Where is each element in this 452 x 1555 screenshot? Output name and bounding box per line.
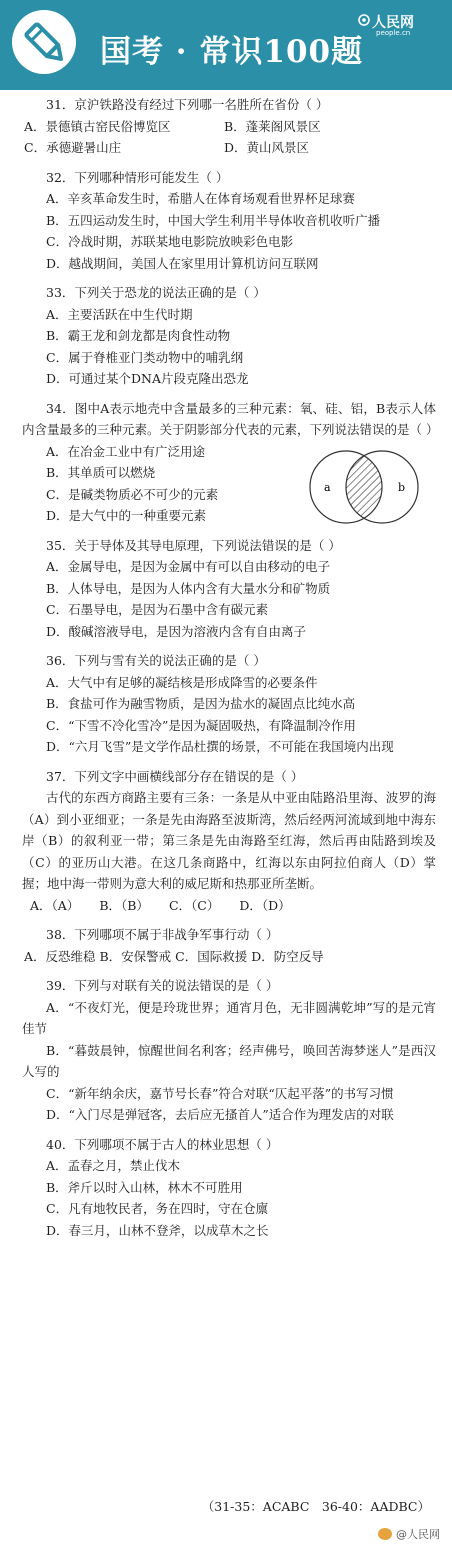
weibo-watermark bbox=[378, 1526, 440, 1542]
question-stem: 39．下列与对联有关的说法错误的是（ ） bbox=[46, 978, 279, 993]
option: C．属于脊椎亚门类动物中的哺乳纲 bbox=[46, 349, 244, 365]
option: A．在冶金工业中有广泛用途 bbox=[46, 443, 206, 459]
people-daily-logo-icon bbox=[358, 14, 370, 26]
option: A．景德镇古窑民俗博览区 bbox=[24, 118, 171, 134]
option: B．斧斤以时入山林，林木不可胜用 bbox=[46, 1179, 243, 1195]
question-39 bbox=[22, 975, 436, 1126]
question-37 bbox=[22, 766, 436, 917]
option: C．“下雪不冷化雪冷”是因为凝固吸热，有降温制冷作用 bbox=[46, 717, 356, 733]
question-stem: 40．下列哪项不属于古人的林业思想（ ） bbox=[46, 1136, 279, 1152]
question-stem: 35．关于导体及其导电原理，下列说法错误的是（ ） bbox=[46, 537, 341, 553]
option: A．金属导电，是因为金属中有可以自由移动的电子 bbox=[46, 559, 331, 574]
page-title: 国考 · 常识100题 bbox=[100, 34, 364, 70]
option: C．承德避暑山庄 bbox=[24, 140, 122, 155]
option: D．酸碱溶液导电，是因为溶液内含有自由离子 bbox=[46, 623, 307, 639]
option: C．“新年纳余庆，嘉节号长春”符合对联“仄起平落”的书写习惯 bbox=[46, 1085, 394, 1101]
question-stem: 37．下列文字中画横线部分存在错误的是（ ） bbox=[46, 768, 304, 784]
question-33 bbox=[22, 282, 436, 390]
question-stem: 31．京沪铁路没有经过下列哪一名胜所在省份（ ） bbox=[46, 97, 329, 112]
option-row: A．反恐维稳 B．安保警戒 C．国际救援 D．防空反导 bbox=[24, 948, 324, 964]
option: C．石墨导电，是因为石墨中含有碳元素 bbox=[46, 602, 269, 617]
venn-label-b: b bbox=[398, 480, 406, 494]
venn-diagram bbox=[296, 446, 432, 528]
option: B．蓬莱阁风景区 bbox=[224, 118, 321, 134]
option: A．“不夜灯光，便是玲珑世界；通宵月色，无非圆满乾坤”写的是元宵佳节 bbox=[22, 999, 436, 1036]
question-32 bbox=[22, 167, 436, 275]
watermark-text: @人民网 bbox=[396, 1528, 440, 1541]
question-passage: 古代的东西方商路主要有三条：一条是从中亚由陆路沿里海、波罗的海（A）到小亚细亚；一条是先由海路至波斯湾，然后经两河流域到地中海东岸（B）的叙利亚一带；第三条是先由海路至红海，然后再由陆路到埃及（C）的亚历山大港。在这几条商路中，红海以东由阿拉伯商人（D）掌握；地中海一带则为意大利的威尼斯和热那亚所垄断。 bbox=[22, 790, 436, 891]
question-stem: 34．图中A表示地壳中含量最多的三种元素：氧、硅、铝，B表示人体内含量最多的三种元素。关于阴影部分代表的元素，下列说法错误的是（ ） bbox=[22, 400, 439, 437]
question-stem: 36．下列与雪有关的说法正确的是（ ） bbox=[46, 653, 266, 668]
question-36 bbox=[22, 650, 436, 758]
option: C．是碱类物质必不可少的元素 bbox=[46, 486, 219, 502]
option: D．（D） bbox=[239, 897, 291, 913]
question-stem: 33．下列关于恐龙的说法正确的是（ ） bbox=[46, 285, 266, 300]
option: B．食盐可作为融雪物质，是因为盐水的凝固点比纯水高 bbox=[46, 696, 356, 711]
option: D．“入门尽是弹冠客，去后应无搔首人”适合作为理发店的对联 bbox=[46, 1107, 394, 1122]
pencil-icon bbox=[12, 10, 76, 74]
answer-key: （31-35：ACABC 36-40：AADBC） bbox=[201, 1499, 430, 1514]
option: A．孟春之月，禁止伐木 bbox=[46, 1158, 181, 1173]
option: B．人体导电，是因为人体内含有大量水分和矿物质 bbox=[46, 580, 331, 596]
question-38 bbox=[22, 924, 436, 967]
logo-text: 人民网 bbox=[372, 15, 414, 31]
option: D．可通过某个DNA片段克隆出恐龙 bbox=[46, 371, 249, 386]
option: D．“六月飞雪”是文学作品杜撰的场景，不可能在我国境内出现 bbox=[46, 739, 394, 754]
option: D．黄山风景区 bbox=[224, 140, 310, 155]
question-stem: 32．下列哪种情形可能发生（ ） bbox=[46, 169, 229, 185]
option: D．越战期间，美国人在家里用计算机访问互联网 bbox=[46, 255, 319, 271]
option: C．冷战时期，苏联某地电影院放映彩色电影 bbox=[46, 234, 294, 249]
option: A．（A） bbox=[30, 897, 80, 913]
option: A．辛亥革命发生时，希腊人在体育场观看世界杯足球赛 bbox=[46, 191, 356, 206]
option: B．（B） bbox=[99, 897, 149, 913]
option: C．凡有地牧民者，务在四时，守在仓廪 bbox=[46, 1201, 269, 1216]
option: B．五四运动发生时，中国大学生利用半导体收音机收听广播 bbox=[46, 212, 381, 228]
question-31 bbox=[22, 94, 436, 159]
option: A．主要活跃在中生代时期 bbox=[46, 306, 193, 322]
option: A．大气中有足够的凝结核是形成降雪的必要条件 bbox=[46, 674, 318, 690]
question-list bbox=[22, 94, 439, 1241]
option: B．其单质可以燃烧 bbox=[46, 465, 156, 480]
venn-label-a: a bbox=[324, 480, 331, 494]
question-40 bbox=[22, 1134, 436, 1242]
logo-subtext: people.cn bbox=[376, 29, 411, 37]
weibo-icon bbox=[378, 1528, 392, 1540]
option: B．霸王龙和剑龙都是肉食性动物 bbox=[46, 328, 231, 343]
question-stem: 38．下列哪项不属于非战争军事行动（ ） bbox=[46, 927, 279, 942]
option: D．是大气中的一种重要元素 bbox=[46, 508, 207, 523]
question-35 bbox=[22, 535, 436, 643]
people-daily-logo bbox=[358, 12, 440, 42]
option: C．（C） bbox=[168, 897, 220, 913]
option: B．“暮鼓晨钟，惊醒世间名利客；经声佛号，唤回苦海梦迷人”是西汉人写的 bbox=[22, 1042, 436, 1079]
option: D．春三月，山林不登斧，以成草木之长 bbox=[46, 1222, 269, 1238]
question-34 bbox=[22, 398, 439, 527]
header-banner bbox=[0, 0, 452, 90]
